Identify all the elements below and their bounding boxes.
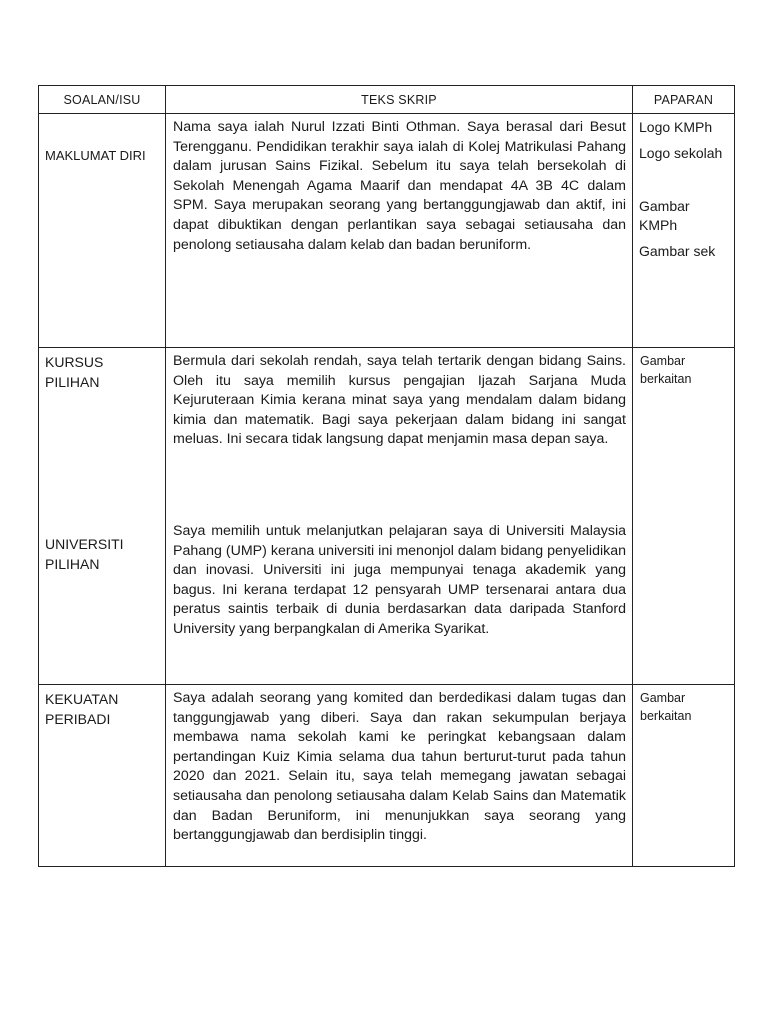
row-script-maklumat-diri: Nama saya ialah Nurul Izzati Binti Othman. Saya berasal dari Besut Terengganu. Pendidikan terakhir saya ialah di Kolej Matrikulasi Pahang dalam jurusan Sains Fizikal. Sebelum itu saya telah bersekolah di Sekolah Menengah Agama Maarif dan mendapat 4A 3B 4C dalam SPM. Saya merupakan seorang yang bertanggungjawab dan aktif, ini dapat dibuktikan dengan perlantikan saya sebagai setiausaha dan penolong setiausaha dalam kelab dan badan beruniform. — [166, 114, 633, 348]
media-item: Logo sekolah — [639, 145, 723, 161]
row-script-kursus-universiti — [166, 348, 633, 685]
table-row — [39, 348, 735, 685]
header-teks-skrip: TEKS SKRIP — [166, 86, 633, 114]
script-universiti-pilihan: Saya memilih untuk melanjutkan pelajaran saya di Universiti Malaysia Pahang (UMP) kerana universiti ini menonjol dalam bidang penyelidikan dan inovasi. Universiti ini juga mempunyai tenaga akademik yang bagus. Ini kerana terdapat 12 pensyarah UMP tersenarai antara dua peratus saintis terbaik di dunia berdasarkan data daripada Stanford University yang berpangkalan di Amerika Syarikat. — [173, 522, 626, 637]
header-row — [39, 86, 735, 114]
row-media-maklumat-diri — [633, 114, 735, 348]
row-label-kursus-universiti — [39, 348, 166, 685]
header-soalan-isu: SOALAN/ISU — [39, 86, 166, 114]
header-paparan: PAPARAN — [633, 86, 735, 114]
media-item: Gambar KMPh — [639, 198, 690, 233]
table-row — [39, 685, 735, 867]
media-item: Gambar sek — [639, 243, 716, 259]
row-media-kursus: Gambar berkaitan — [633, 348, 735, 685]
table-row — [39, 114, 735, 348]
row-media-kekuatan: Gambar berkaitan — [633, 685, 735, 867]
media-item: Logo KMPh — [639, 119, 713, 135]
script-kursus-pilihan: Bermula dari sekolah rendah, saya telah tertarik dengan bidang Sains. Oleh itu saya memilih kursus pengajian Ijazah Sarjana Muda Kejuruteraan Kimia kerana minat saya yang mendalam dalam bidang kimia dan matematik. Bagi saya pekerjaan dalam bidang ini sangat meluas. Ini secara tidak langsung dapat menjamin masa depan saya. — [173, 353, 626, 448]
label-universiti-pilihan: UNIVERSITI PILIHAN — [45, 536, 124, 572]
row-label-maklumat-diri: MAKLUMAT DIRI — [39, 114, 166, 348]
row-script-kekuatan-peribadi: Saya adalah seorang yang komited dan berdedikasi dalam tugas dan tanggungjawab yang diberi. Saya dan rakan sekumpulan berjaya membawa nama sekolah kami ke peringkat kebangsaan dalam pertandingan Kuiz Kimia selama dua tahun berturut-turut pada tahun 2020 dan 2021. Selain itu, saya telah memegang jawatan sebagai setiausaha dan penolong setiausaha dalam Kelab Sains dan Matematik dan Badan Beruniform, ini menunjukkan saya seorang yang bertanggungjawab dan berdisiplin tinggi. — [166, 685, 633, 867]
label-kursus-pilihan: KURSUS PILIHAN — [45, 354, 104, 390]
script-table — [38, 85, 735, 867]
row-label-kekuatan-peribadi: KEKUATAN PERIBADI — [39, 685, 166, 867]
